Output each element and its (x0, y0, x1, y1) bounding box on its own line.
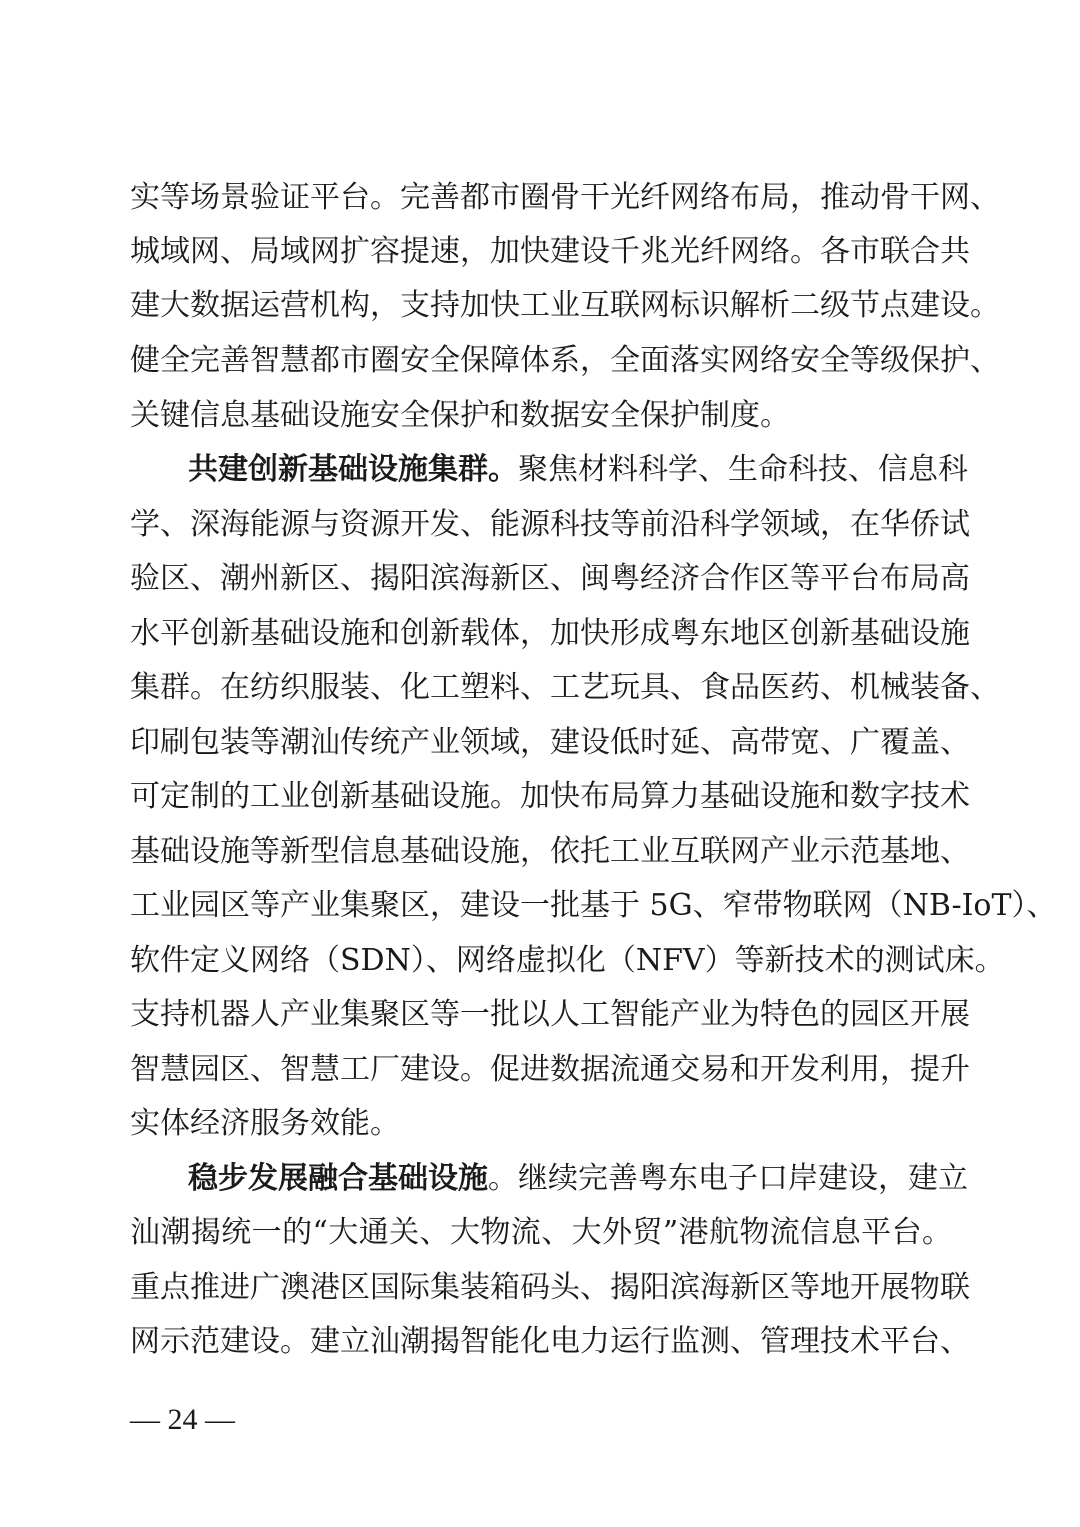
section-heading: 稳步发展融合基础设施 (188, 1161, 488, 1196)
text-line: 验区、潮州新区、揭阳滨海新区、闽粤经济合作区等平台布局高 (130, 561, 970, 596)
text-line: 印刷包装等潮汕传统产业领域，建设低时延、高带宽、广覆盖、 (130, 725, 970, 760)
text-line: 汕潮揭统一的“大通关、大物流、大外贸”港航物流信息平台。 (130, 1215, 952, 1250)
text-line: 集群。在纺织服装、化工塑料、工艺玩具、食品医药、机械装备、 (130, 670, 1000, 705)
paragraph-first-line (188, 448, 968, 492)
section-heading: 共建创新基础设施集群。 (188, 452, 518, 487)
text-line: 重点推进广澳港区国际集装箱码头、揭阳滨海新区等地开展物联 (130, 1270, 970, 1305)
text-line: 基础设施等新型信息基础设施，依托工业互联网产业示范基地、 (130, 834, 970, 869)
paragraph-first-line (188, 1157, 968, 1201)
text-line: 城域网、局域网扩容提速，加快建设千兆光纤网络。各市联合共 (130, 234, 970, 269)
text-line: 建大数据运营机构，支持加快工业互联网标识解析二级节点建设。 (130, 288, 1000, 323)
text-line: 支持机器人产业集聚区等一批以人工智能产业为特色的园区开展 (130, 997, 970, 1032)
text-line: 可定制的工业创新基础设施。加快布局算力基础设施和数字技术 (130, 779, 970, 814)
text-line: 实等场景验证平台。完善都市圈骨干光纤网络布局，推动骨干网、 (130, 180, 1000, 215)
text-line: 关键信息基础设施安全保护和数据安全保护制度。 (130, 398, 790, 433)
text-line: 健全完善智慧都市圈安全保障体系，全面落实网络安全等级保护、 (130, 343, 1000, 378)
text-line: 水平创新基础设施和创新载体，加快形成粤东地区创新基础设施 (130, 616, 970, 651)
page-number: — 24 — (130, 1403, 235, 1436)
text-line: 智慧园区、智慧工厂建设。促进数据流通交易和开发利用，提升 (130, 1052, 970, 1087)
text-line: 学、深海能源与资源开发、能源科技等前沿科学领域，在华侨试 (130, 507, 970, 542)
text-line: 网示范建设。建立汕潮揭智能化电力运行监测、管理技术平台、 (130, 1324, 970, 1359)
text-line: 工业园区等产业集聚区，建设一批基于 5G、窄带物联网（NB-IoT）、 (130, 888, 1057, 923)
text-span: 聚焦材料科学、生命科技、信息科 (518, 452, 968, 487)
text-line: 软件定义网络（SDN）、网络虚拟化（NFV）等新技术的测试床。 (130, 943, 1005, 978)
text-span: 。继续完善粤东电子口岸建设，建立 (488, 1161, 968, 1196)
text-line: 实体经济服务效能。 (130, 1106, 400, 1141)
